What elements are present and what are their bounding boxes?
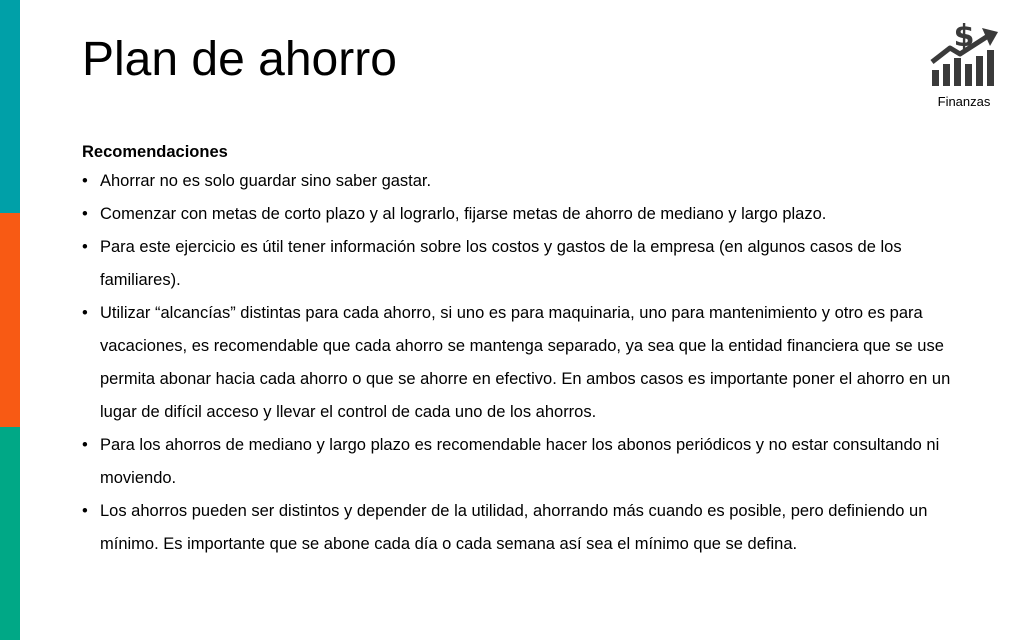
list-item-text: Para los ahorros de mediano y largo plazo es recomendable hacer los abonos periódicos y no estar consultando ni moviendo. xyxy=(100,436,940,487)
bullet-icon: • xyxy=(82,172,88,190)
list-item-text: Comenzar con metas de corto plazo y al lograrlo, fijarse metas de ahorro de mediano y largo plazo. xyxy=(100,205,827,223)
list-item-text: Los ahorros pueden ser distintos y depender de la utilidad, ahorrando más cuando es posible, pero definiendo un mínimo. Es importante que se abone cada día o cada semana así sea el mínimo que se defina. xyxy=(100,502,928,553)
bullet-icon: • xyxy=(82,304,88,322)
list-item xyxy=(82,231,962,297)
bullet-icon: • xyxy=(82,502,88,520)
list-item-text: Utilizar “alcancías” distintas para cada ahorro, si uno es para maquinaria, uno para mantenimiento y otro es para vacaciones, es recomendable que cada ahorro se mantenga separado, ya sea que la entidad financiera que se use permita abonar hacia cada ahorro o que se ahorre en efectivo. En ambos casos es importante poner el ahorro en un lugar de difícil acceso y llevar el control de cada uno de los ahorros. xyxy=(100,304,951,421)
accent-bar-green xyxy=(0,427,20,640)
slide-title: Plan de ahorro xyxy=(82,33,397,86)
bullet-icon: • xyxy=(82,238,88,256)
list-item xyxy=(82,297,962,429)
list-item-text: Para este ejercicio es útil tener información sobre los costos y gastos de la empresa (en algunos casos de los familiares). xyxy=(100,238,902,289)
bullet-icon: • xyxy=(82,436,88,454)
recommendations-list xyxy=(82,165,962,561)
section-heading: Recomendaciones xyxy=(82,143,228,161)
list-item xyxy=(82,429,962,495)
logo-caption: Finanzas xyxy=(937,94,991,109)
accent-bar-teal xyxy=(0,0,20,213)
recommendations-section xyxy=(82,140,962,561)
accent-bar-orange xyxy=(0,213,20,427)
svg-text:$: $ xyxy=(953,19,975,54)
list-item xyxy=(82,495,962,561)
list-item-text: Ahorrar no es solo guardar sino saber gastar. xyxy=(100,172,432,190)
bullet-icon: • xyxy=(82,205,88,223)
list-item xyxy=(82,198,962,231)
list-item xyxy=(82,165,962,198)
finance-chart-dollar-icon xyxy=(928,18,1000,90)
